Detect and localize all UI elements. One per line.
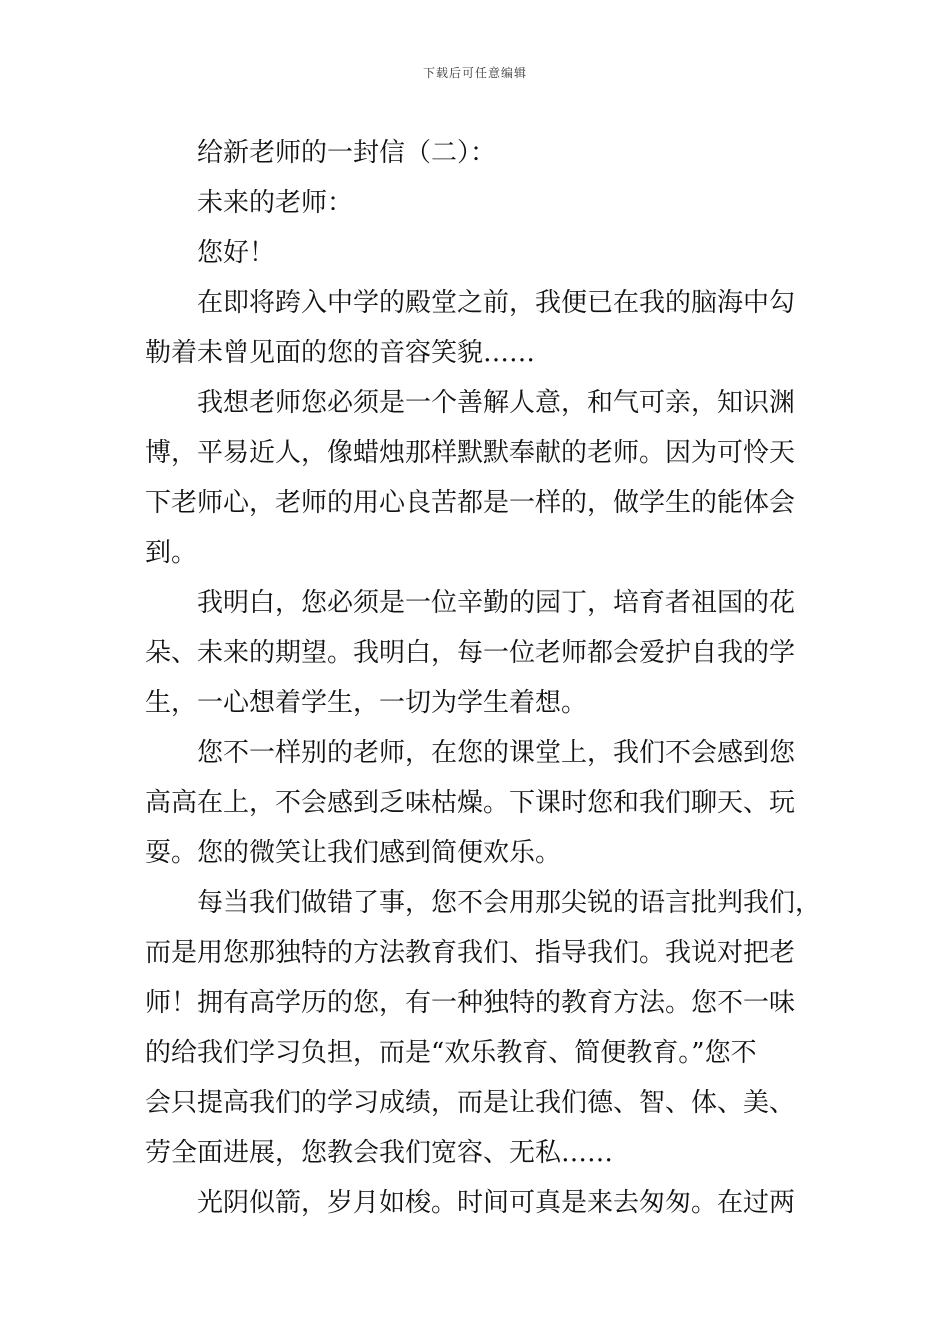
paragraph-line: 耍。您的微笑让我们感到简便欢乐。: [145, 838, 562, 868]
paragraph-line: 每当我们做错了事，您不会用那尖锐的语言批判我们，: [197, 888, 822, 918]
paragraph-line: 劳全面进展，您教会我们宽容、无私……: [145, 1138, 614, 1168]
paragraph-line: 光阴似箭，岁月如梭。时间可真是来去匆匆。在过两: [197, 1188, 796, 1218]
paragraph-line: 博，平易近人，像蜡烛那样默默奉献的老师。因为可怜天: [145, 438, 796, 468]
paragraph-line: 生，一心想着学生，一切为学生着想。: [145, 688, 588, 718]
paragraph-line: 会只提高我们的学习成绩，而是让我们德、智、体、美、: [145, 1088, 796, 1118]
header-note: 下载后可任意编辑: [422, 66, 527, 80]
paragraph-line: 朵、未来的期望。我明白，每一位老师都会爱护自我的学: [145, 638, 796, 668]
paragraph-line: 我明白，您必须是一位辛勤的园丁，培育者祖国的花: [197, 588, 796, 618]
salutation: 未来的老师：: [197, 188, 354, 218]
paragraph-line: 到。: [145, 538, 198, 568]
paragraph-line: 在即将跨入中学的殿堂之前，我便已在我的脑海中勾: [197, 288, 796, 318]
paragraph-line: 勒着未曾见面的您的音容笑貌……: [145, 338, 536, 368]
letter-title: 给新老师的一封信（二）：: [197, 138, 497, 168]
letter-body: [145, 128, 821, 1228]
paragraph-line: 您不一样别的老师，在您的课堂上，我们不会感到您: [197, 738, 796, 768]
paragraph-line: 的给我们学习负担，而是“欢乐教育、简便教育。”您不: [145, 1038, 757, 1068]
paragraph-line: 下老师心，老师的用心良苦都是一样的，做学生的能体会: [145, 488, 796, 518]
paragraph-line: 我想老师您必须是一个善解人意，和气可亲，知识渊: [197, 388, 796, 418]
greeting: 您好！: [197, 238, 276, 268]
paragraph-line: 师！拥有高学历的您，有一种独特的教育方法。您不一味: [145, 988, 796, 1018]
paragraph-line: 高高在上，不会感到乏味枯燥。下课时您和我们聊天、玩: [145, 788, 796, 818]
paragraph-line: 而是用您那独特的方法教育我们、指导我们。我说对把老: [145, 938, 796, 968]
